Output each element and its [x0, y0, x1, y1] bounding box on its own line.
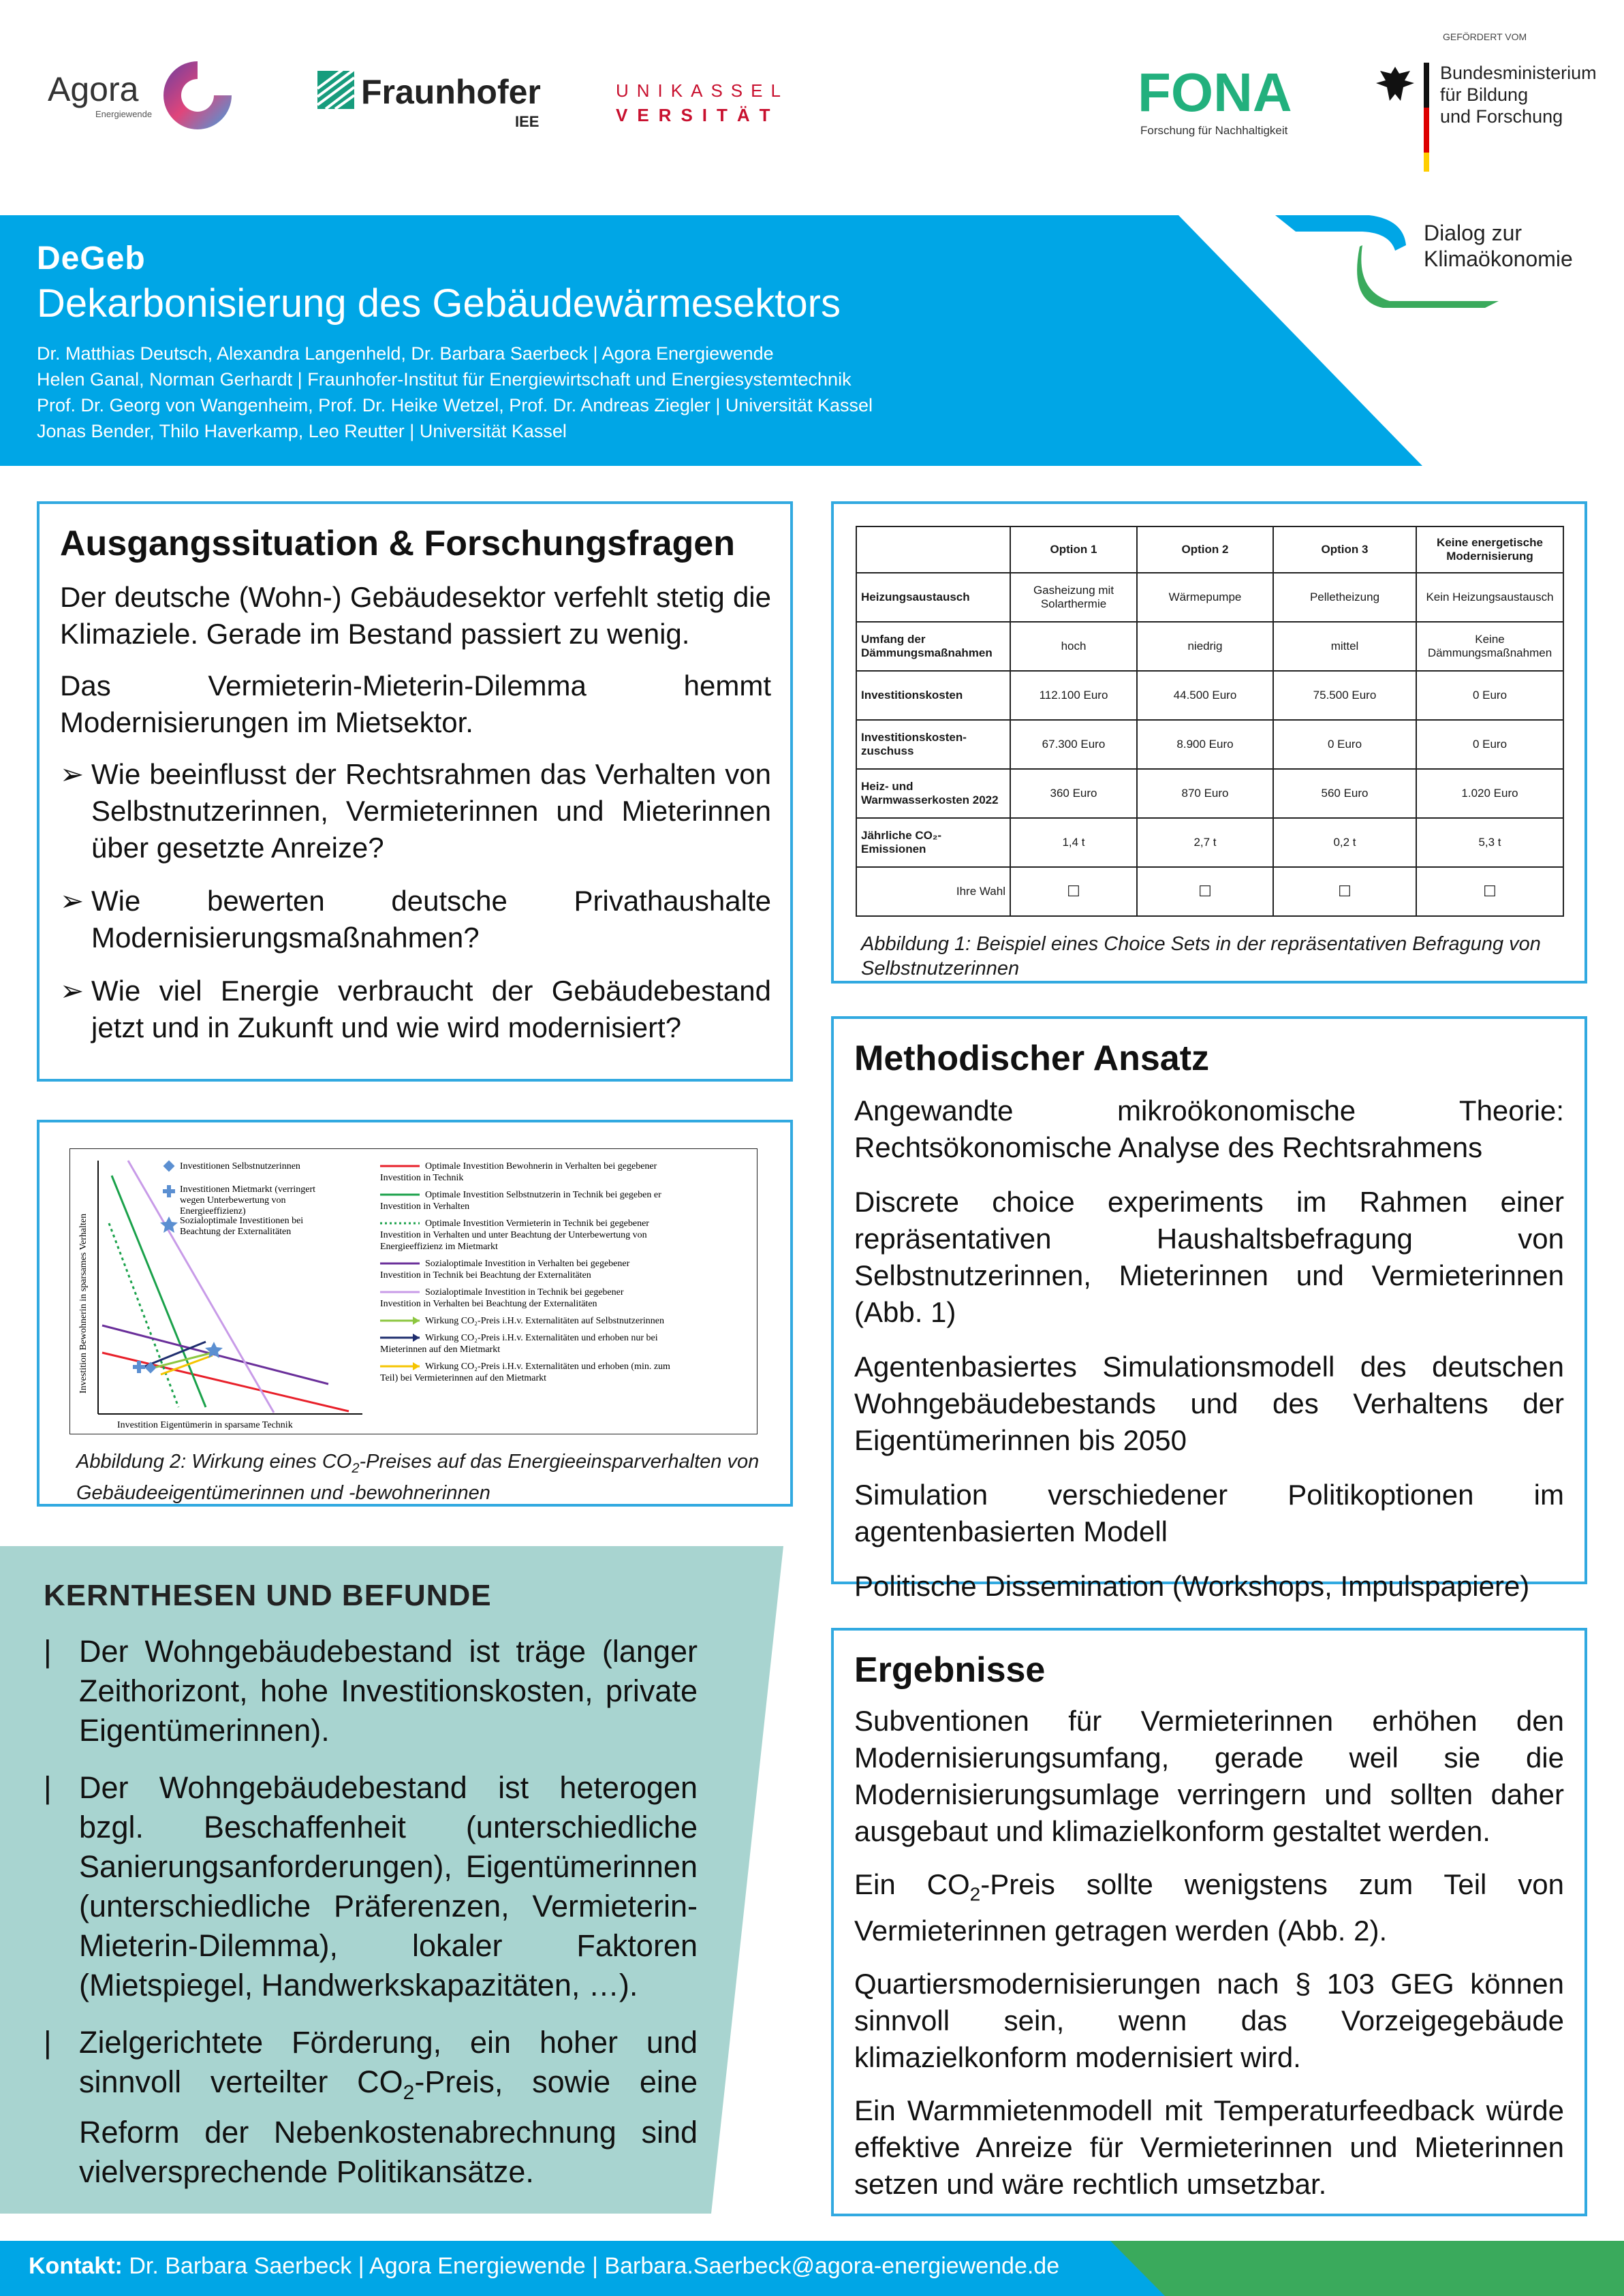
- author-line: Jonas Bender, Thilo Haverkamp, Leo Reutter | Universität Kassel: [37, 421, 567, 441]
- legend-line-text-part: Investition in Verhalten: [380, 1201, 470, 1212]
- project-title: Dekarbonisierung des Gebäudewärmesektors: [37, 281, 841, 326]
- methodik-para: Simulation verschiedener Politikoptionen im agentenbasierten Modell: [854, 1479, 1564, 1547]
- ausgang-para: Das Vermieterin-Mieterin-Dilemma hemmt Modernisierungen im Mietsektor.: [60, 670, 771, 738]
- legend-line-text-part: Investition in Technik bei Beachtung der Externalitäten: [380, 1270, 591, 1280]
- table-cell: 75.500 Euro: [1273, 671, 1416, 720]
- table-row-label: Heiz- und Warmwasserkosten 2022: [856, 769, 1010, 818]
- ergebnisse-para: [854, 1866, 1564, 1949]
- arrow-bullet-icon: ➢: [60, 975, 84, 1007]
- methodik-para: Angewandte mikroökonomische Theorie: Rechtsökonomische Analyse des Rechtsrahmens: [854, 1095, 1564, 1163]
- bmbf-line2: für Bildung: [1440, 84, 1529, 105]
- kern-heading: KERNTHESEN UND BEFUNDE: [44, 1579, 492, 1612]
- choice-set-table: [856, 526, 1564, 917]
- legend-marker-text-line: Beachtung der Externalitäten: [180, 1227, 292, 1237]
- caption-pre: Abbildung 2: Wirkung eines CO: [76, 1451, 352, 1473]
- table-row: [856, 720, 1563, 769]
- kern-item: [44, 2023, 698, 2192]
- flag-red: [1424, 108, 1429, 153]
- box-figure2: [37, 1120, 793, 1507]
- table-cell: 870 Euro: [1137, 769, 1273, 818]
- ergebnisse-para: Ein Warmmietenmodell mit Temperaturfeedback würde effektive Anreize für Vermieterinnen und Mieterinnen setzen und wäre rechtlich umsetzbar.: [854, 2094, 1564, 2201]
- table-row: [856, 867, 1563, 916]
- table-header: Option 2: [1137, 526, 1273, 573]
- figure2-diagram: [69, 1148, 758, 1434]
- ausgang-heading: Ausgangssituation & Forschungsfragen: [60, 524, 735, 563]
- legend-marker-text-line: Sozialoptimale Investitionen bei: [180, 1216, 304, 1226]
- ergebnisse-p2-pre: Ein CO: [854, 1868, 970, 1900]
- logo-kassel: [616, 80, 820, 128]
- table-header: Option 3: [1273, 526, 1416, 573]
- agora-name: Agora: [48, 70, 139, 108]
- fraunhofer-sub: IEE: [515, 113, 540, 130]
- kern-text: [79, 2023, 698, 2192]
- footer-label: Kontakt:: [29, 2253, 123, 2279]
- x-axis-label: Investition Eigentümerin in sparsame Technik: [117, 1420, 293, 1430]
- project-short-title: DeGeb: [37, 240, 146, 277]
- ausgang-para: Der deutsche (Wohn-) Gebäudesektor verfehlt stetig die Klimaziele. Gerade im Bestand passiert zu wenig.: [60, 581, 771, 650]
- flag-black: [1424, 63, 1429, 108]
- kern-item: [44, 1768, 698, 2005]
- legend-marker-text: Investitionen Selbstnutzerinnen: [180, 1161, 300, 1171]
- table-cell: 0 Euro: [1416, 720, 1563, 769]
- legend-line-text-part: Wirkung CO₂-Preis i.H.v. Externalitäten auf Selbstnutzerinnen: [425, 1316, 664, 1326]
- arrow-bullet-icon: ➢: [60, 758, 84, 790]
- table-cell: 112.100 Euro: [1010, 671, 1137, 720]
- eagle-icon: [1373, 63, 1417, 106]
- table-cell: 67.300 Euro: [1010, 720, 1137, 769]
- table-header-row: [856, 526, 1563, 573]
- question-item: [60, 973, 771, 1046]
- table-header: [856, 526, 1010, 573]
- legend-marker-text-line: Investitionen Mietmarkt (verringert: [180, 1184, 316, 1195]
- arrow-bullet-icon: ➢: [60, 885, 84, 917]
- table-cell: Kein Heizungsaustausch: [1416, 573, 1563, 622]
- table-row: [856, 573, 1563, 622]
- box-ergebnisse: [831, 1628, 1587, 2216]
- author-list: [37, 341, 873, 444]
- question-item: [60, 756, 771, 866]
- caption-sub: 2: [352, 1460, 360, 1476]
- legend-line-text-part: Optimale Investition Bewohnerin in Verhalten bei gegebener: [425, 1161, 657, 1171]
- table-cell: 8.900 Euro: [1137, 720, 1273, 769]
- bmbf-line1: Bundesministerium: [1440, 63, 1597, 83]
- legend-line-text-part: Investition in Technik: [380, 1173, 464, 1183]
- legend-line-text-part: Sozialoptimale Investition in Verhalten bei gegebener: [425, 1259, 630, 1269]
- box-choice-set: [831, 501, 1587, 984]
- logo-fona: [1138, 61, 1294, 143]
- caption-post: -Preises auf das Energieeinsparverhalten von Gebäudeeigentümerinnen und -bewohnerinnen: [76, 1451, 760, 1504]
- methodik-heading: Methodischer Ansatz: [854, 1039, 1210, 1078]
- kern-text-pre: Zielgerichtete Förderung, ein hoher und sinnvoll verteilter CO: [79, 2025, 698, 2099]
- fraunhofer-name: Fraunhofer: [361, 73, 541, 111]
- author-line: Dr. Matthias Deutsch, Alexandra Langenheld, Dr. Barbara Saerbeck | Agora Energiewende: [37, 343, 774, 364]
- legend-line-text-part: Sozialoptimale Investition in Technik bei gegebener: [425, 1287, 624, 1298]
- footer-text: Dr. Barbara Saerbeck | Agora Energiewende | Barbara.Saerbeck@agora-energiewende.de: [129, 2253, 1060, 2279]
- bmbf-line3: und Forschung: [1440, 106, 1563, 127]
- table-cell: 360 Euro: [1010, 769, 1137, 818]
- table-cell: 0 Euro: [1273, 720, 1416, 769]
- fraunhofer-stripes-icon: [317, 71, 354, 109]
- kern-text-sub: 2: [403, 2081, 415, 2104]
- table-row-label: Investitionskosten: [856, 671, 1010, 720]
- legend-line-text-part: Teil) bei Vermieterinnen auf den Mietmarkt: [380, 1373, 547, 1383]
- table-row: [856, 671, 1563, 720]
- methodik-para: Politische Dissemination (Workshops, Impulspapiere): [854, 1570, 1530, 1602]
- kassel-line2: VERSITÄT: [616, 105, 780, 125]
- kern-item: [44, 1632, 698, 1750]
- ergebnisse-para: Subventionen für Vermieterinnen erhöhen den Modernisierungsumfang, gerade weil sie die Modernisierungsumlage verringern und sollten daher ausgebaut und klimazielkonform gestaltet werden.: [854, 1705, 1564, 1847]
- table-cell: Gasheizung mit Solarthermie: [1010, 573, 1137, 622]
- table-cell: 0 Euro: [1416, 671, 1563, 720]
- table-row: [856, 769, 1563, 818]
- ergebnisse-heading: Ergebnisse: [854, 1650, 1046, 1690]
- legend-marker-text: [180, 1216, 303, 1237]
- table-row-label: Ihre Wahl: [856, 867, 1010, 916]
- ergebnisse-p2-post: -Preis sollte wenigstens zum Teil von Vermieterinnen getragen werden (Abb. 2).: [854, 1868, 1565, 1947]
- dialog-line1: Dialog zur: [1424, 221, 1522, 245]
- legend-line-text-part: Investition in Verhalten bei Beachtung der Externalitäten: [380, 1299, 597, 1309]
- methodik-para: Discrete choice experiments im Rahmen einer repräsentativen Haushaltsbefragung von Selbstnutzerinnen, Mieterinnen und Vermieterinnen (Abb. 1): [854, 1186, 1564, 1328]
- box-ausgangssituation: [37, 501, 793, 1082]
- table-cell: niedrig: [1137, 622, 1273, 671]
- author-line: Helen Ganal, Norman Gerhardt | Fraunhofer-Institut für Energiewirtschaft und Energiesystemtechnik: [37, 369, 852, 390]
- kern-text: Der Wohngebäudebestand ist träge (langer Zeithorizont, hohe Investitionskosten, private Eigentümerinnen).: [79, 1634, 698, 1748]
- table-cell: mittel: [1273, 622, 1416, 671]
- table-cell: 0,2 t: [1273, 818, 1416, 867]
- flag-gold: [1424, 153, 1429, 172]
- kassel-line1: UNIKASSEL: [616, 80, 789, 101]
- table-row-label: Jährliche CO₂-Emissionen: [856, 818, 1010, 867]
- question-item: [60, 883, 771, 956]
- logo-agora: [45, 54, 243, 136]
- table-row-label: Heizungsaustausch: [856, 573, 1010, 622]
- fona-sub: Forschung für Nachhaltigkeit: [1140, 124, 1288, 137]
- table-cell[interactable]: ☐: [1273, 867, 1416, 916]
- table-cell: 2,7 t: [1137, 818, 1273, 867]
- table-cell: hoch: [1010, 622, 1137, 671]
- legend-line-text: [425, 1316, 664, 1326]
- table-row: [856, 622, 1563, 671]
- legend-line-text-part: Optimale Investition Vermieterin in Technik bei gegebener: [425, 1218, 649, 1229]
- dialog-logo: [1424, 218, 1601, 286]
- dialog-line2: Klimaökonomie: [1424, 247, 1573, 271]
- legend-line-text-part: Optimale Investition Selbstnutzerin in Technik bei gegeben er: [425, 1190, 661, 1200]
- bar-bullet-icon: |: [44, 1634, 52, 1669]
- legend-line-text-part: Investition in Verhalten und unter Beachtung der Unterbewertung von: [380, 1230, 647, 1240]
- footer-contact: [29, 2253, 1059, 2280]
- table-cell[interactable]: ☐: [1416, 867, 1563, 916]
- author-line: Prof. Dr. Georg von Wangenheim, Prof. Dr. Heike Wetzel, Prof. Dr. Andreas Ziegler | Universität Kassel: [37, 395, 873, 415]
- legend-line-text-part: Wirkung CO₂-Preis i.H.v. Externalitäten und erhoben nur bei: [425, 1333, 658, 1343]
- table-row: [856, 818, 1563, 867]
- legend-line-text-part: Energieeffizienz im Mietmarkt: [380, 1242, 498, 1252]
- legend-line-text-part: Mieterinnen auf den Mietmarkt: [380, 1344, 501, 1355]
- logo-bmbf: [1373, 29, 1605, 178]
- table-cell: 5,3 t: [1416, 818, 1563, 867]
- table-cell: Keine Dämmungsmaßnahmen: [1416, 622, 1563, 671]
- bmbf-gefoerdert: GEFÖRDERT VOM: [1443, 31, 1527, 42]
- figure2-caption: [76, 1449, 764, 1505]
- question-text: Wie bewerten deutsche Privathaushalte Modernisierungsmaßnahmen?: [91, 885, 771, 954]
- kern-section: [44, 1579, 698, 2209]
- y-axis-label: Investition Bewohnerin in sparsames Verhalten: [78, 1213, 89, 1394]
- table-caption: Abbildung 1: Beispiel eines Choice Sets in der repräsentativen Befragung von Selbstnutzerinnen: [861, 933, 1541, 979]
- table-cell: 1.020 Euro: [1416, 769, 1563, 818]
- ergebnisse-para: Quartiersmodernisierungen nach § 103 GEG können sinnvoll sein, wenn das Vorzeigegebäude klimazielkonform modernisiert wird.: [854, 1968, 1564, 2074]
- bar-bullet-icon: |: [44, 2025, 52, 2060]
- ergebnisse-p2-sub: 2: [969, 1883, 981, 1905]
- box-methodik: [831, 1016, 1587, 1602]
- legend-line-text-part: Wirkung CO₂-Preis i.H.v. Externalitäten und erhoben (min. zum: [425, 1362, 670, 1372]
- question-text: Wie beeinflusst der Rechtsrahmen das Verhalten von Selbstnutzerinnen, Vermieterinnen und Mieterinnen über gesetzte Anreize?: [91, 758, 771, 864]
- table-header: Option 1: [1010, 526, 1137, 573]
- table-cell: 44.500 Euro: [1137, 671, 1273, 720]
- table-row-label: Investitionskosten-zuschuss: [856, 720, 1010, 769]
- legend-marker-text-line: Energieeffizienz): [180, 1206, 246, 1216]
- table-cell: 1,4 t: [1010, 818, 1137, 867]
- kern-text: Der Wohngebäudebestand ist heterogen bzgl. Beschaffenheit (unterschiedliche Sanierungsanforderungen), Eigentümerinnen (unterschiedliche Präferenzen, Vermieterin-Mieterin-Dilemma), lokaler Faktoren (Mietspiegel, Handwerkskapazitäten, …).: [79, 1770, 698, 2002]
- table-cell[interactable]: ☐: [1010, 867, 1137, 916]
- fona-name: FONA: [1138, 62, 1292, 123]
- table-header: Keine energetische Modernisierung: [1416, 526, 1563, 573]
- table-cell: Wärmepumpe: [1137, 573, 1273, 622]
- agora-swirl-icon: [159, 57, 236, 133]
- table-cell: 560 Euro: [1273, 769, 1416, 818]
- table-cell: Pelletheizung: [1273, 573, 1416, 622]
- bar-bullet-icon: |: [44, 1770, 52, 1805]
- table-row-label: Umfang der Dämmungsmaßnahmen: [856, 622, 1010, 671]
- table-cell[interactable]: ☐: [1137, 867, 1273, 916]
- legend-marker-text-line: wegen Unterbewertung von: [180, 1195, 286, 1206]
- methodik-para: Agentenbasiertes Simulationsmodell des deutschen Wohngebäudebestands und des Verhaltens der Eigentümerinnen bis 2050: [854, 1351, 1564, 1456]
- kern-text-post: -Preis, sowie eine Reform der Nebenkostenabrechnung sind vielversprechende Politikansätze.: [79, 2064, 698, 2189]
- agora-sub: Energiewende: [95, 109, 153, 119]
- question-text: Wie viel Energie verbraucht der Gebäudebestand jetzt und in Zukunft und wie wird modernisiert?: [91, 975, 771, 1043]
- logo-fraunhofer: [317, 68, 549, 136]
